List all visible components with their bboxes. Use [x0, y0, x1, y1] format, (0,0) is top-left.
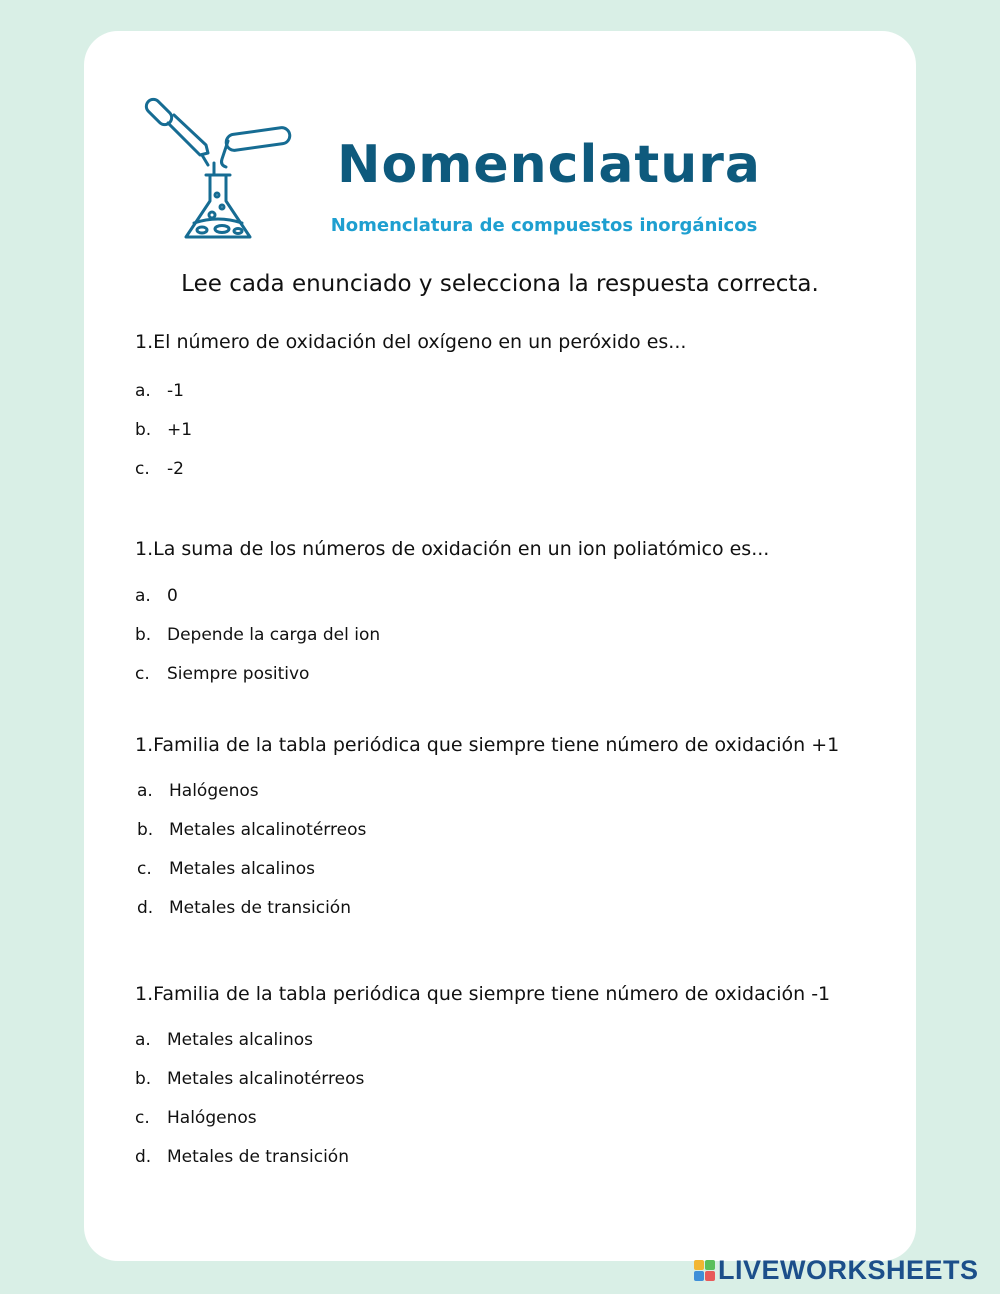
option-letter: c.	[135, 664, 150, 684]
brand-name: LIVEWORKSHEETS	[718, 1254, 979, 1285]
question-2-option-b[interactable]	[135, 625, 380, 645]
question-4-option-c[interactable]	[135, 1108, 257, 1128]
question-4-text: 1.Familia de la tabla periódica que siempre tiene número de oxidación -1	[135, 983, 831, 1005]
option-letter: c.	[135, 459, 150, 479]
option-text: -2	[167, 459, 184, 479]
question-2-option-a[interactable]	[135, 586, 178, 606]
option-letter: c.	[137, 859, 152, 879]
question-3-option-b[interactable]	[137, 820, 366, 840]
worksheet-card	[84, 31, 916, 1261]
brand-block	[694, 1260, 704, 1270]
question-1-option-a[interactable]	[135, 381, 184, 401]
option-text: Metales de transición	[169, 898, 351, 918]
option-text: Metales alcalinos	[167, 1030, 314, 1050]
question-4-option-a[interactable]	[135, 1030, 313, 1050]
option-text: 0	[167, 586, 178, 606]
option-letter: a.	[135, 381, 151, 401]
question-2-text: 1.La suma de los números de oxidación en un ion poliatómico es...	[135, 538, 770, 560]
lab-flask-dropper-icon	[142, 89, 302, 244]
option-letter: a.	[135, 586, 151, 606]
brand-block	[705, 1260, 715, 1270]
option-text: Siempre positivo	[167, 664, 310, 684]
option-text: Metales alcalinotérreos	[167, 1069, 365, 1089]
option-letter: b.	[137, 820, 154, 840]
option-text: Halógenos	[167, 1108, 257, 1128]
question-1-option-b[interactable]	[135, 420, 192, 440]
question-1-option-c[interactable]	[135, 459, 184, 479]
question-3-option-a[interactable]	[137, 781, 259, 801]
option-letter: a.	[137, 781, 153, 801]
question-2-option-c[interactable]	[135, 664, 309, 684]
option-letter: d.	[137, 898, 154, 918]
question-4-option-b[interactable]	[135, 1069, 364, 1089]
option-letter: a.	[135, 1030, 151, 1050]
option-text: Halógenos	[169, 781, 259, 801]
question-4-option-d[interactable]	[135, 1147, 349, 1167]
worksheet-title: Nomenclatura	[336, 135, 762, 195]
option-letter: d.	[135, 1147, 152, 1167]
question-3-option-c[interactable]	[137, 859, 315, 879]
option-text: -1	[167, 381, 184, 401]
option-text: +1	[167, 420, 193, 440]
option-text: Depende la carga del ion	[167, 625, 381, 645]
question-1-text: 1.El número de oxidación del oxígeno en un peróxido es...	[135, 331, 687, 353]
option-text: Metales alcalinos	[169, 859, 316, 879]
option-letter: b.	[135, 420, 152, 440]
option-letter: b.	[135, 1069, 152, 1089]
option-letter: b.	[135, 625, 152, 645]
brand-blocks-icon	[694, 1260, 715, 1281]
option-text: Metales alcalinotérreos	[169, 820, 367, 840]
question-3-text: 1.Familia de la tabla periódica que siempre tiene número de oxidación +1	[135, 734, 840, 756]
option-letter: c.	[135, 1108, 150, 1128]
brand-block	[694, 1271, 704, 1281]
instructions-text: Lee cada enunciado y selecciona la respuesta correcta.	[181, 271, 819, 297]
brand-block	[705, 1271, 715, 1281]
question-3-option-d[interactable]	[137, 898, 351, 918]
option-text: Metales de transición	[167, 1147, 349, 1167]
liveworksheets-logo[interactable]	[694, 1254, 979, 1286]
worksheet-subtitle: Nomenclatura de compuestos inorgánicos	[330, 215, 758, 236]
